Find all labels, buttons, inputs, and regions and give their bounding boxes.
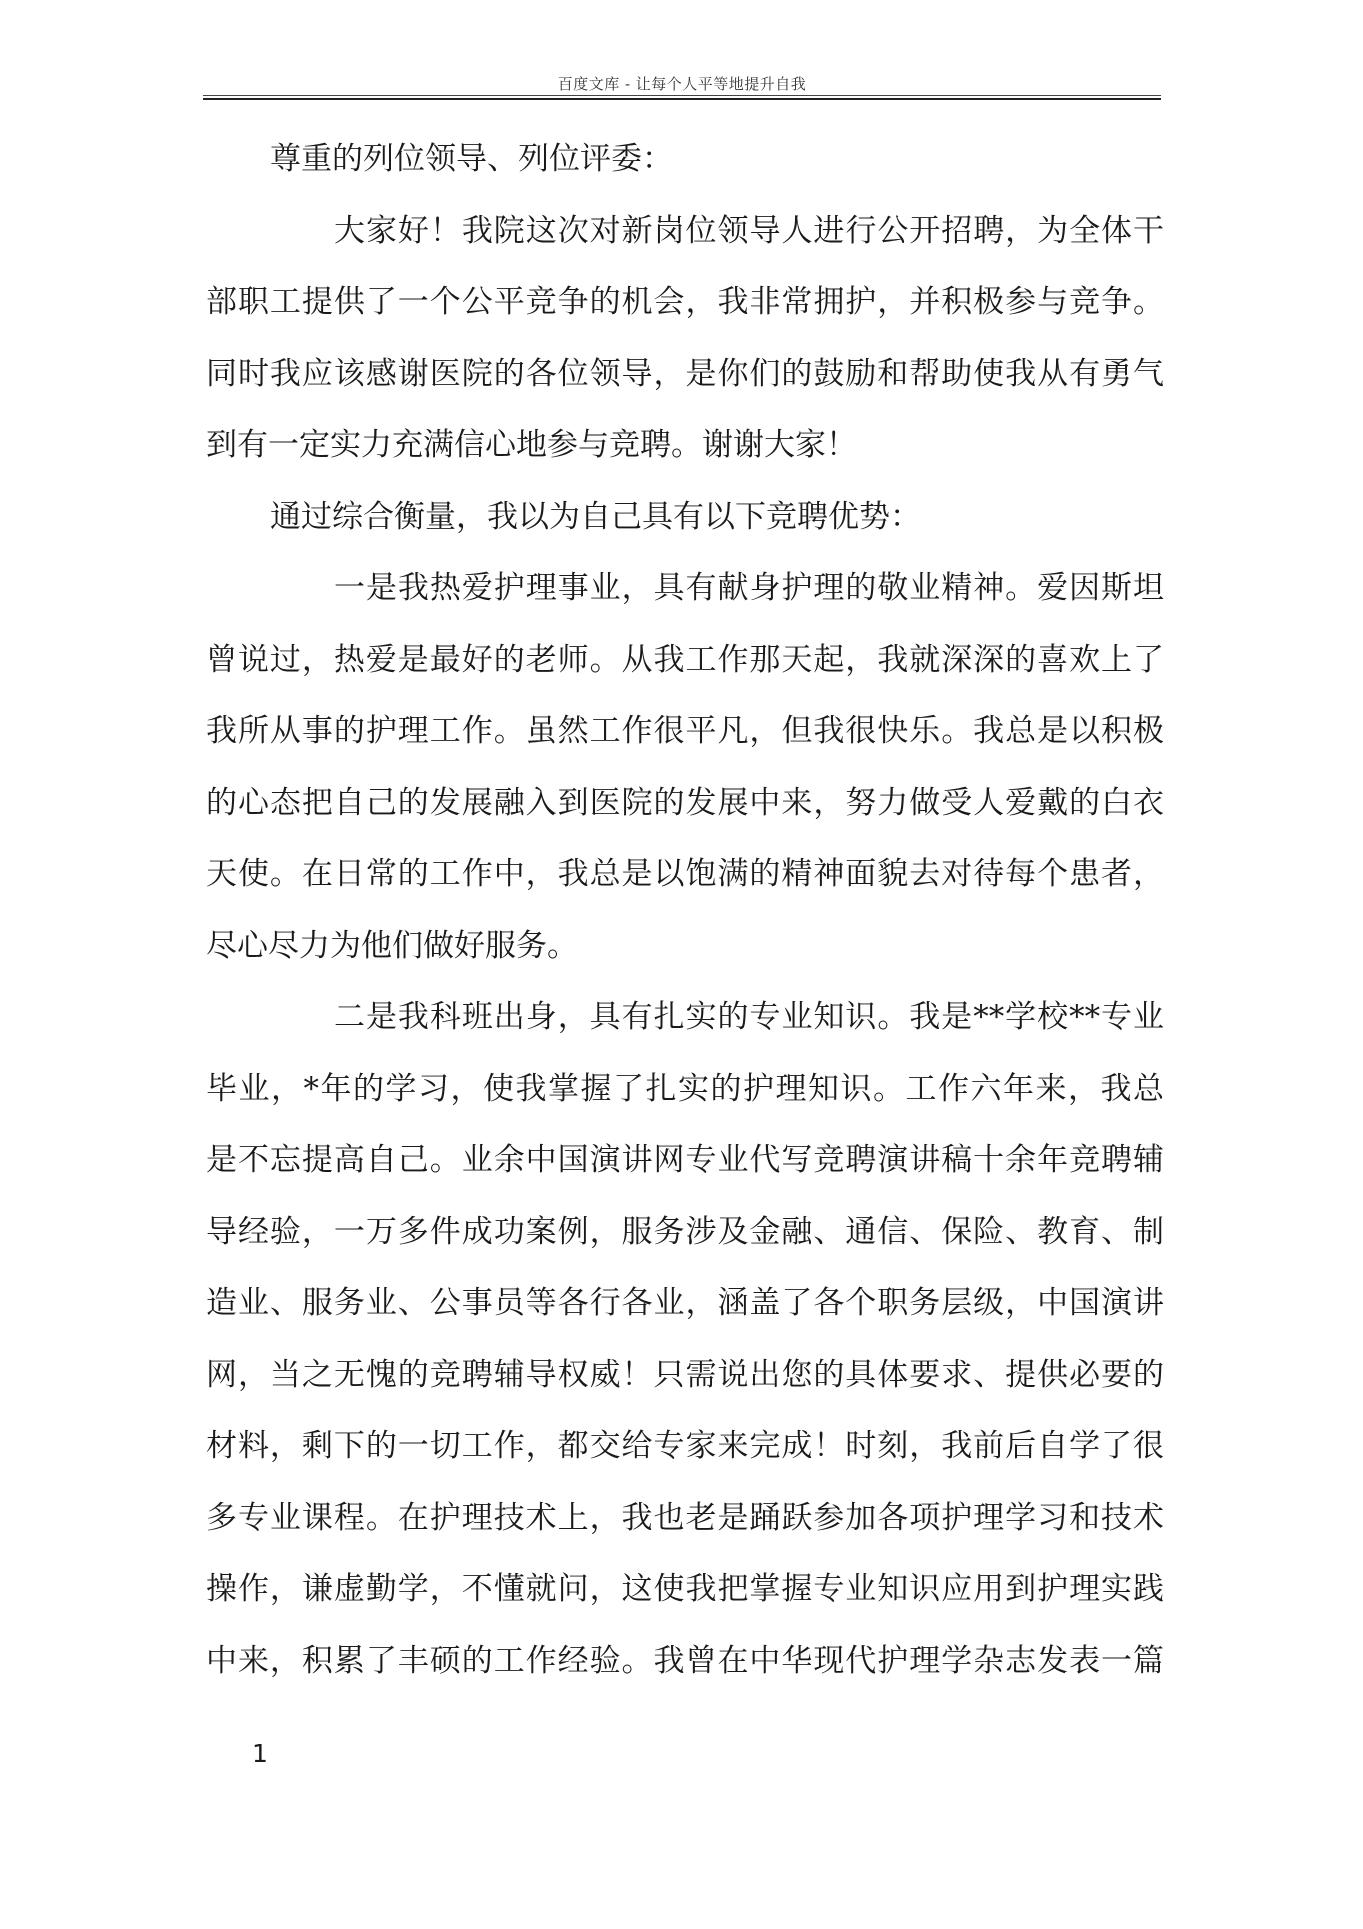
paragraph-advantage-one	[206, 553, 1164, 982]
text-line: 天使。在日常的工作中，我总是以饱满的精神面貌去对待每个患者，	[206, 856, 1164, 892]
text-line: 尽心尽力为他们做好服务。	[206, 927, 578, 964]
text-line: 操作，谦虚勤学，不懂就问，这使我把掌握专业知识应用到护理实践	[206, 1571, 1164, 1607]
page-header	[203, 74, 1161, 94]
paragraph-advantage-two	[206, 982, 1164, 1697]
text-line: 材料，剩下的一切工作，都交给专家来完成！时刻，我前后自学了很	[206, 1428, 1164, 1464]
text-line: 大家好！我院这次对新岗位领导人进行公开招聘，为全体干	[334, 212, 1164, 249]
text-line: 造业、服务业、公事员等各行各业，涵盖了各个职务层级，中国演讲	[206, 1285, 1164, 1321]
header-rule-thick	[203, 98, 1161, 100]
page-number: 1	[252, 1739, 268, 1768]
text-line: 多专业课程。在护理技术上，我也老是踊跃参加各项护理学习和技术	[206, 1499, 1164, 1536]
document-body	[206, 124, 1164, 1697]
paragraph-salutation	[206, 124, 1164, 196]
header-rule	[203, 95, 1161, 96]
text-line: 我所从事的护理工作。虽然工作很平凡，但我很快乐。我总是以积极	[206, 713, 1164, 749]
text-line: 通过综合衡量，我以为自己具有以下竞聘优势：	[270, 498, 921, 535]
text-line: 曾说过，热爱是最好的老师。从我工作那天起，我就深深的喜欢上了	[206, 641, 1164, 678]
text-line: 网，当之无愧的竞聘辅导权威！只需说出您的具体要求、提供必要的	[206, 1356, 1164, 1393]
paragraph-intro	[206, 482, 1164, 554]
text-line: 是不忘提高自己。业余中国演讲网专业代写竞聘演讲稿十余年竞聘辅	[206, 1142, 1164, 1178]
text-line: 一是我热爱护理事业，具有献身护理的敬业精神。爱因斯坦	[334, 570, 1164, 606]
text-line: 导经验，一万多件成功案例，服务涉及金融、通信、保险、教育、制	[206, 1213, 1164, 1250]
paragraph-greeting	[206, 196, 1164, 482]
text-line: 中来，积累了丰硕的工作经验。我曾在中华现代护理学杂志发表一篇	[206, 1642, 1164, 1679]
text-line: 的心态把自己的发展融入到医院的发展中来，努力做受人爱戴的白衣	[206, 784, 1164, 821]
text-line: 部职工提供了一个公平竞争的机会，我非常拥护，并积极参与竞争。	[206, 284, 1164, 320]
text-line: 同时我应该感谢医院的各位领导，是你们的鼓励和帮助使我从有勇气	[206, 355, 1164, 392]
text-line: 二是我科班出身，具有扎实的专业知识。我是**学校**专业	[334, 999, 1164, 1035]
text-line: 毕业，*年的学习，使我掌握了扎实的护理知识。工作六年来，我总	[206, 1070, 1164, 1107]
header-title: 百度文库 - 让每个人平等地提升自我	[557, 75, 807, 93]
text-line: 尊重的列位领导、列位评委：	[270, 141, 673, 177]
text-line: 到有一定实力充满信心地参与竞聘。谢谢大家！	[206, 427, 857, 463]
